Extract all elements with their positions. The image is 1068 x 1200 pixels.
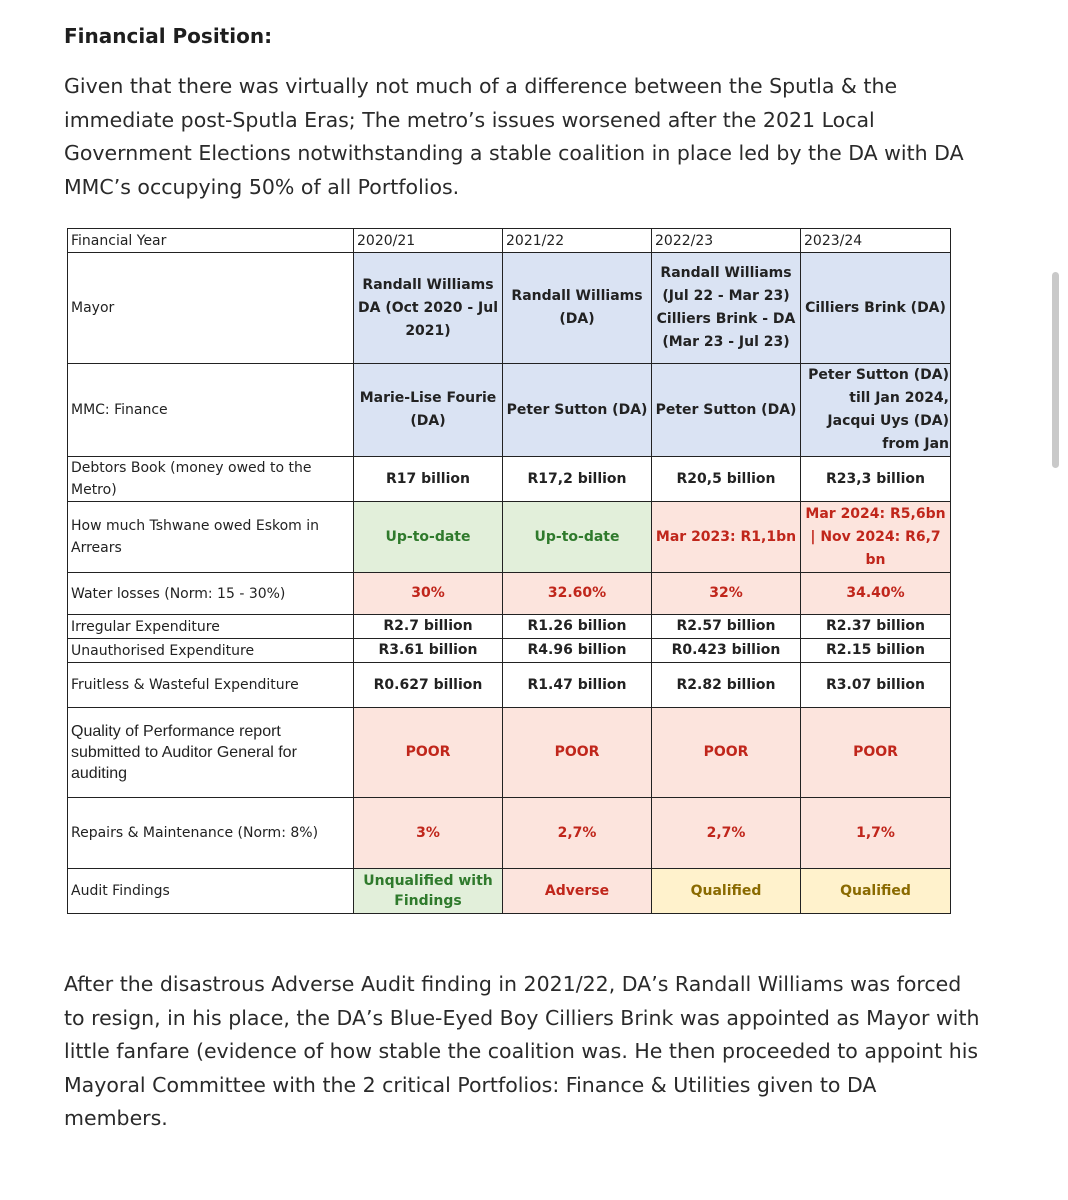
table-cell: POOR <box>503 708 652 798</box>
table-cell: R3.07 billion <box>801 663 951 708</box>
table-cell: 32% <box>652 573 801 615</box>
table-row-mayor <box>68 253 951 364</box>
row-label: Unauthorised Expenditure <box>68 639 354 663</box>
financial-position-table <box>67 228 951 914</box>
row-label: Quality of Performance report submitted to Auditor General for auditing <box>68 708 354 798</box>
table-row-audit <box>68 869 951 914</box>
row-label: Fruitless & Wasteful Expenditure <box>68 663 354 708</box>
row-label: Water losses (Norm: 15 - 30%) <box>68 573 354 615</box>
table-cell: R2.57 billion <box>652 615 801 639</box>
table-cell: R2.82 billion <box>652 663 801 708</box>
table-cell: Mar 2023: R1,1bn <box>652 502 801 573</box>
table-cell: R2.15 billion <box>801 639 951 663</box>
table-cell: R3.61 billion <box>354 639 503 663</box>
table-cell: R4.96 billion <box>503 639 652 663</box>
header-cell: 2023/24 <box>801 229 951 253</box>
row-label: Audit Findings <box>68 869 354 914</box>
table-row-irregular <box>68 615 951 639</box>
table-cell: Up-to-date <box>503 502 652 573</box>
table-cell: R0.627 billion <box>354 663 503 708</box>
table-row-fruitless <box>68 663 951 708</box>
header-cell: 2021/22 <box>503 229 652 253</box>
table-cell: 1,7% <box>801 798 951 869</box>
table-row-quality <box>68 708 951 798</box>
header-cell: 2022/23 <box>652 229 801 253</box>
row-label: MMC: Finance <box>68 364 354 457</box>
table-cell: 2,7% <box>652 798 801 869</box>
table-row-mmc-finance <box>68 364 951 457</box>
table-row-water <box>68 573 951 615</box>
header-cell: 2020/21 <box>354 229 503 253</box>
row-label: Irregular Expenditure <box>68 615 354 639</box>
table-cell: Peter Sutton (DA) till Jan 2024, Jacqui Uys (DA) from Jan <box>801 364 951 457</box>
table-row-debtors <box>68 457 951 502</box>
table-row-eskom <box>68 502 951 573</box>
table-cell: R1.47 billion <box>503 663 652 708</box>
table-cell: Randall Williams (DA) <box>503 253 652 364</box>
table-header-row <box>68 229 951 253</box>
table-cell: Marie-Lise Fourie (DA) <box>354 364 503 457</box>
table-cell: Mar 2024: R5,6bn | Nov 2024: R6,7 bn <box>801 502 951 573</box>
table-cell: POOR <box>354 708 503 798</box>
row-label: How much Tshwane owed Eskom in Arrears <box>68 502 354 573</box>
table-cell: Qualified <box>801 869 951 914</box>
table-cell: R2.37 billion <box>801 615 951 639</box>
table-cell: R17 billion <box>354 457 503 502</box>
header-cell: Financial Year <box>68 229 354 253</box>
table-cell: R1.26 billion <box>503 615 652 639</box>
table-cell: 2,7% <box>503 798 652 869</box>
intro-paragraph: Given that there was virtually not much of a difference between the Sputla & the immediate post-Sputla Eras; The metro’s issues worsened after the 2021 Local Government Elections notwithstanding a stable coalition in place led by the DA with DA MMC’s occupying 50% of all Portfolios. <box>64 74 964 199</box>
table-cell: Up-to-date <box>354 502 503 573</box>
table-cell: Peter Sutton (DA) <box>652 364 801 457</box>
row-label: Repairs & Maintenance (Norm: 8%) <box>68 798 354 869</box>
table-cell: Cilliers Brink (DA) <box>801 253 951 364</box>
table-cell: 30% <box>354 573 503 615</box>
table-cell: Randall Williams (Jul 22 - Mar 23) Cilliers Brink - DA (Mar 23 - Jul 23) <box>652 253 801 364</box>
scrollbar-thumb[interactable] <box>1052 272 1059 468</box>
table-cell: R2.7 billion <box>354 615 503 639</box>
table-cell: R20,5 billion <box>652 457 801 502</box>
section-heading: Financial Position: <box>64 24 273 48</box>
conclusion-paragraph: After the disastrous Adverse Audit finding in 2021/22, DA’s Randall Williams was forced to resign, in his place, the DA’s Blue-Eyed Boy Cilliers Brink was appointed as Mayor with little fanfare (evidence of how stable the coalition was. He then proceeded to appoint his Mayoral Committee with the 2 critical Portfolios: Finance & Utilities given to DA members. <box>64 972 980 1130</box>
table-cell: POOR <box>801 708 951 798</box>
table-cell: 34.40% <box>801 573 951 615</box>
table-cell: R0.423 billion <box>652 639 801 663</box>
table-row-unauthorised <box>68 639 951 663</box>
table-cell: Qualified <box>652 869 801 914</box>
table-cell: Unqualified with Findings <box>354 869 503 914</box>
table-cell: POOR <box>652 708 801 798</box>
table-cell: R17,2 billion <box>503 457 652 502</box>
table-cell: Randall Williams DA (Oct 2020 - Jul 2021) <box>354 253 503 364</box>
table-row-repairs <box>68 798 951 869</box>
table-cell: Adverse <box>503 869 652 914</box>
row-label: Debtors Book (money owed to the Metro) <box>68 457 354 502</box>
table-cell: Peter Sutton (DA) <box>503 364 652 457</box>
table-cell: R23,3 billion <box>801 457 951 502</box>
table-cell: 3% <box>354 798 503 869</box>
row-label: Mayor <box>68 253 354 364</box>
table-cell: 32.60% <box>503 573 652 615</box>
